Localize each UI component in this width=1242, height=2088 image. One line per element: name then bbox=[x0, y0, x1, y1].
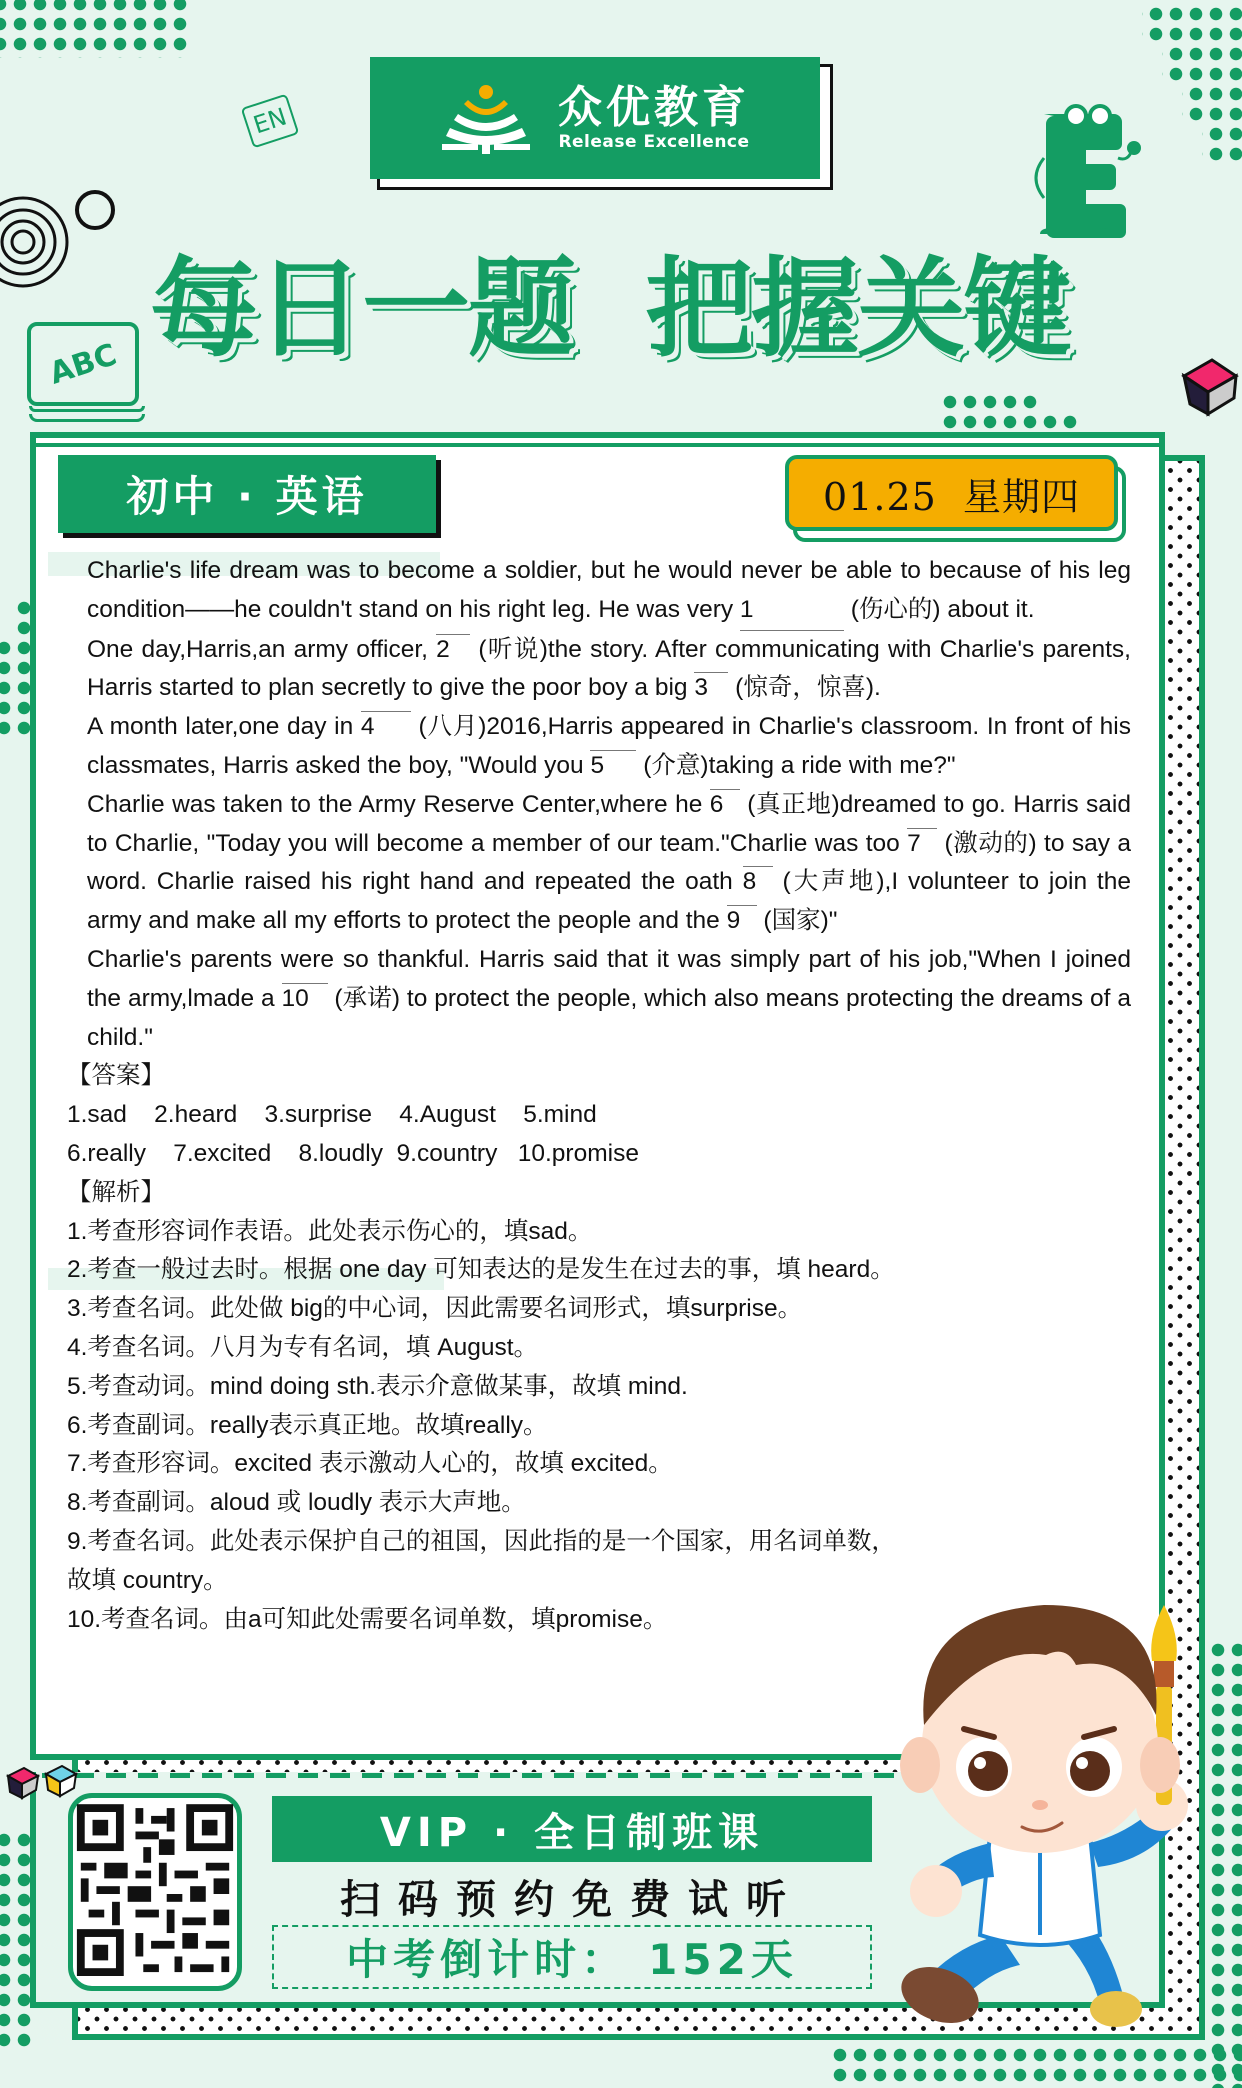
student-mascot-illustration bbox=[880, 1595, 1210, 2035]
blank-7[interactable]: 7 bbox=[907, 828, 937, 859]
passage-paragraph: Charlie's parents were so thankful. Harris said that it was simply part of his job,"When I joined the army,lmade a 10 (承诺) to protect the people, which also means protecting the dreams of a child." bbox=[87, 945, 1131, 1051]
passage-paragraph: A month later,one day in 4 (八月)2016,Harris appeared in Charlie's classroom. In front of his classmates, Harris asked the boy, "Would you 5 (介意)taking a ride with me?" bbox=[87, 713, 1131, 779]
passage-paragraph: Charlie's life dream was to become a soldier, but he would never be able to because of his leg condition——he couldn't stand on his right leg. He was very 1 (伤心的) about it. bbox=[67, 552, 1131, 631]
blank-6[interactable]: 6 bbox=[710, 789, 740, 820]
page-headline: 每日一题 把握关键 bbox=[150, 247, 1070, 372]
passage-and-answers bbox=[67, 552, 1131, 1639]
blank-2[interactable]: 2 bbox=[436, 634, 470, 665]
dot-pattern-under-title-2 bbox=[940, 412, 1080, 432]
cube-icon bbox=[1180, 356, 1240, 418]
dot-pattern-left-mid-2 bbox=[0, 638, 34, 738]
analysis-item: 7.考查形容词。excited 表示激动人心的，故填 excited。 bbox=[67, 1450, 673, 1478]
dot-pattern-bottom bbox=[830, 2045, 1242, 2088]
blank-5[interactable]: 5 bbox=[590, 750, 636, 781]
analysis-item: 4.考查名词。八月为专有名词，填 August。 bbox=[67, 1333, 539, 1361]
dot-pattern-top-right-4 bbox=[1202, 124, 1242, 164]
dot-pattern-top-right bbox=[1142, 4, 1242, 44]
letter-e-mascot-icon bbox=[1030, 100, 1142, 240]
brand-logo bbox=[370, 57, 820, 179]
dot-pattern-under-title bbox=[940, 392, 1040, 412]
analysis-item: 6.考查副词。really表示真正地。故填really。 bbox=[67, 1411, 548, 1439]
qr-code-icon bbox=[73, 1798, 237, 1988]
analysis-item: 9.考查名词。此处表示保护自己的祖国，因此指的是一个国家，用名词单数， bbox=[67, 1527, 896, 1555]
blank-1[interactable]: 1 bbox=[740, 591, 844, 631]
countdown-label: 中考倒计时： bbox=[346, 1935, 629, 1984]
dot-pattern-top-right-2 bbox=[1162, 44, 1242, 84]
analysis-item: 5.考查动词。mind doing sth.表示介意做某事，故填 mind. bbox=[67, 1372, 688, 1400]
scan-to-book-label: 扫码预约免费试听 bbox=[340, 1876, 804, 1923]
en-badge-icon: EN bbox=[241, 94, 300, 149]
subject-label: 初中 · 英语 bbox=[58, 455, 436, 533]
qr-code[interactable] bbox=[68, 1793, 242, 1991]
vip-class-banner: VIP · 全日制班课 bbox=[272, 1796, 872, 1862]
analysis-item: 10.考查名词。由a可知此处需要名词单数，填promise。 bbox=[67, 1605, 668, 1633]
blank-8[interactable]: 8 bbox=[743, 866, 773, 897]
brand-name-cn: 众优教育 bbox=[558, 82, 750, 133]
analysis-item: 2.考查一般过去时。根据 one day 可知表达的是发生在过去的事，填 heard。 bbox=[67, 1256, 895, 1284]
blank-10[interactable]: 10 bbox=[282, 983, 328, 1014]
analysis-item: 故填 country。 bbox=[67, 1566, 228, 1594]
analysis-heading: 【解析】 bbox=[67, 1178, 165, 1206]
answers-line-1: 1.sad 2.heard 3.surprise 4.August 5.mind bbox=[67, 1101, 597, 1129]
analysis-item: 1.考查形容词作表语。此处表示伤心的，填sad。 bbox=[67, 1217, 593, 1245]
answers-heading: 【答案】 bbox=[67, 1062, 165, 1090]
passage-paragraph: One day,Harris,an army officer, 2 (听说)the story. After communicating with Charlie's parents, Harris started to plan secretly to give the poor boy a big 3 (惊奇，惊喜). bbox=[87, 635, 1131, 702]
dot-pattern-right-bottom bbox=[1208, 1640, 1242, 2088]
blank-9[interactable]: 9 bbox=[727, 905, 757, 936]
abc-book-icon: ABC bbox=[27, 322, 145, 424]
brand-logo-icon bbox=[440, 82, 532, 154]
card-top-line bbox=[36, 443, 1159, 447]
cubes-icon bbox=[4, 1762, 80, 1802]
dot-pattern-top-right-3 bbox=[1182, 84, 1242, 124]
analysis-item: 8.考查副词。aloud 或 loudly 表示大声地。 bbox=[67, 1489, 526, 1517]
blank-3[interactable]: 3 bbox=[694, 672, 728, 703]
dot-pattern-top-left bbox=[0, 0, 190, 58]
passage-paragraph: Charlie was taken to the Army Reserve Center,where he 6 (真正地)dreamed to go. Harris said to Charlie, "Today you will become a member of our team."Charlie was too 7 (激动的) to say a word. Charlie raised his right hand and repeated the oath 8 (大声地),I volunteer to join the army and make all my efforts to protect the people and the 9 (国家)" bbox=[87, 790, 1132, 935]
countdown-value: 152天 bbox=[648, 1935, 798, 1984]
concentric-circles-icon bbox=[0, 190, 125, 300]
brand-name-en: Release Excellence bbox=[558, 132, 750, 152]
answers-line-2: 6.really 7.excited 8.loudly 9.country 10.promise bbox=[67, 1139, 639, 1167]
date-badge: 01.25 星期四 bbox=[785, 455, 1118, 531]
analysis-item: 3.考查名词。此处做 big的中心词，因此需要名词形式，填surprise。 bbox=[67, 1295, 803, 1323]
exam-countdown bbox=[272, 1925, 872, 1989]
dot-pattern-left-bottom bbox=[0, 1830, 34, 2050]
blank-4[interactable]: 4 bbox=[361, 711, 411, 742]
